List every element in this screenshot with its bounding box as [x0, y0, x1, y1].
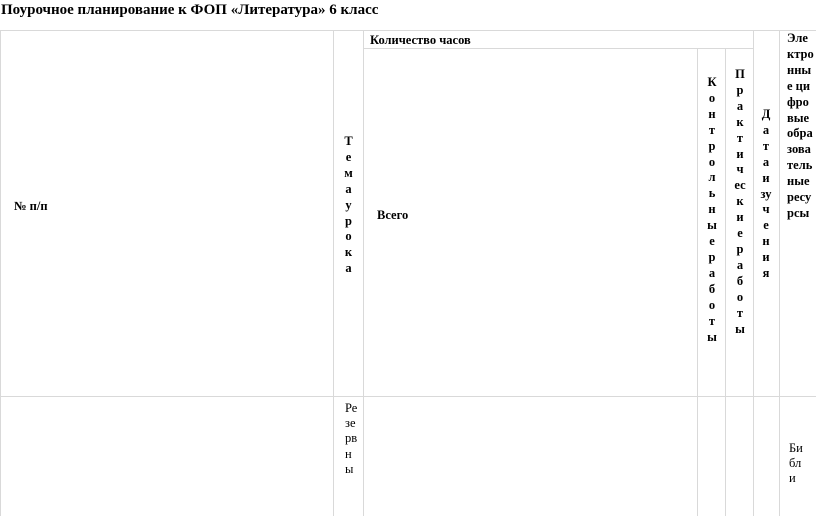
header-topic: Тема урока	[344, 134, 353, 276]
header-practical: Практические работы	[734, 67, 746, 336]
page-title: Поурочное планирование к ФОП «Литература» 6 класс	[1, 2, 379, 18]
header-resources: Электронные цифровые образовательные ресурсы	[787, 31, 814, 220]
row-topic: Резервны	[345, 401, 358, 476]
table-border-top	[0, 30, 816, 31]
header-num: № п/п	[14, 199, 48, 213]
table-row	[0, 397, 816, 516]
header-total: Всего	[377, 208, 409, 222]
row-resources: Библи	[789, 441, 803, 486]
header-control: Контрольные работы	[707, 75, 717, 344]
header-hours-group: Количество часов	[370, 33, 471, 47]
hours-group-divider	[363, 48, 753, 49]
header-date: Дата изучения	[760, 107, 772, 281]
